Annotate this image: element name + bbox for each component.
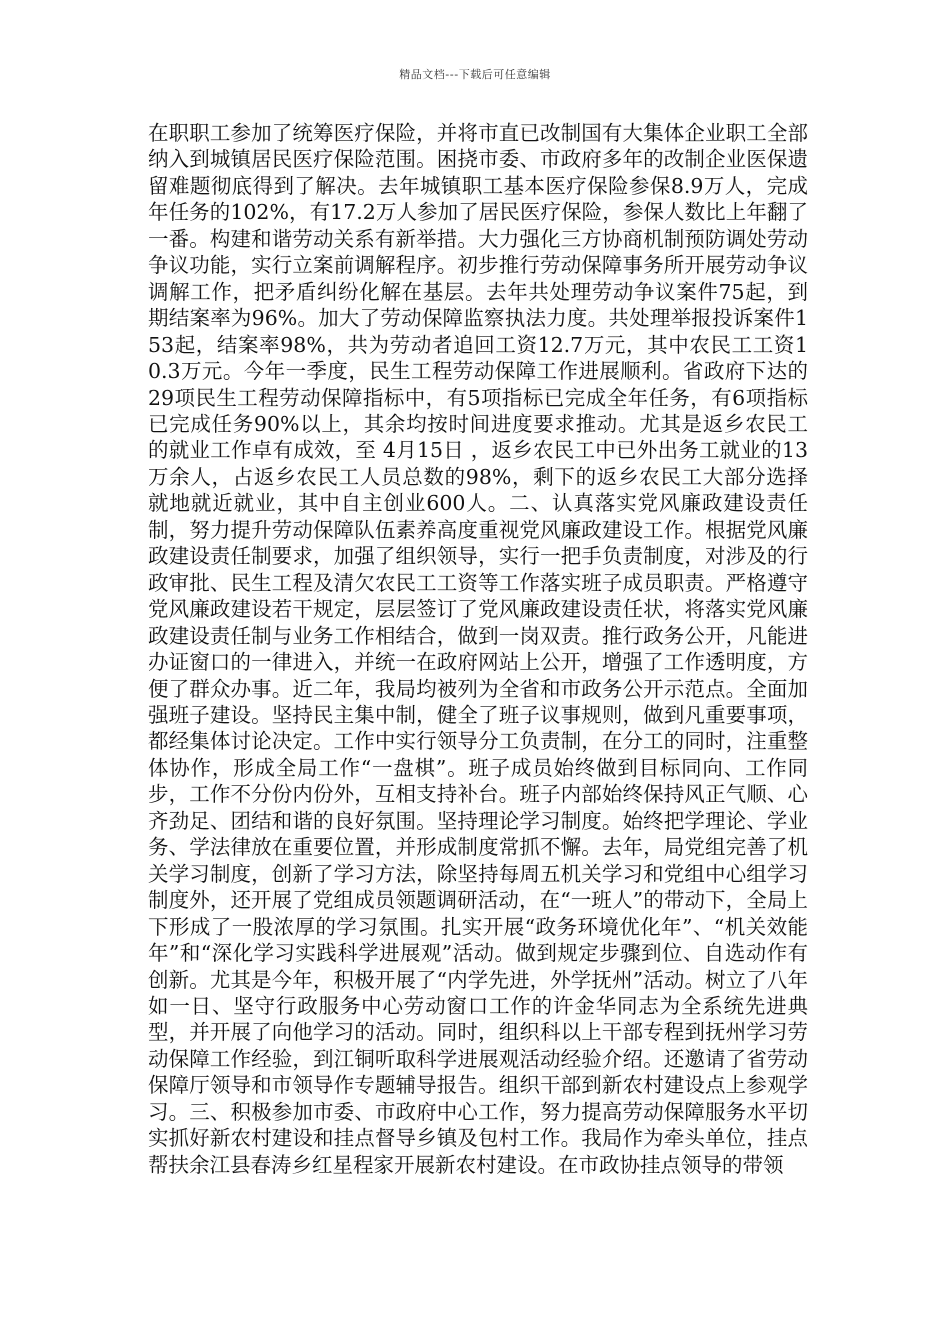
page-header: 精品文档---下载后可任意编辑 bbox=[399, 68, 551, 81]
document-body: 在职职工参加了统筹医疗保险，并将市直已改制国有大集体企业职工全部纳入到城镇居民医疗保险范围。困挠市委、市政府多年的改制企业医保遗留难题彻底得到了解决。去年城镇职工基本医疗保险参保8.9万人，完成年任务的102%，有17.2万人参加了居民医疗保险，参保人数比上年翻了一番。构建和谐劳动关系有新举措。大力强化三方协商机制预防调处劳动争议功能，实行立案前调解程序。初步推行劳动保障事务所开展劳动争议调解工作，把矛盾纠纷化解在基层。去年共处理劳动争议案件75起，到期结案率为96%。加大了劳动保障监察执法力度。共处理举报投诉案件153起，结案率98%，共为劳动者追回工资12.7万元，其中农民工工资10.3万元。今年一季度，民生工程劳动保障工作进展顺利。省政府下达的29项民生工程劳动保障指标中，有5项指标已完成全年任务，有6项指标已完成任务90%以上，其余均按时间进度要求推动。尤其是返乡农民工的就业工作卓有成效，至 4月15日 ，返乡农民工中已外出务工就业的13万余人，占返乡农民工人员总数的98%，剩下的返乡农民工大部分选择就地就近就业，其中自主创业600人。二、认真落实党风廉政建设责任制，努力提升劳动保障队伍素养高度重视党风廉政建设工作。根据党风廉政建设责任制要求，加强了组织领导，实行一把手负责制度，对涉及的行政审批、民生工程及清欠农民工工资等工作落实班子成员职责。严格遵守党风廉政建设若干规定，层层签订了党风廉政建设责任状，将落实党风廉政建设责任制与业务工作相结合，做到一岗双责。推行政务公开，凡能进办证窗口的一律进入，并统一在政府网站上公开，增强了工作透明度，方便了群众办事。近二年，我局均被列为全省和市政务公开示范点。全面加强班子建设。坚持民主集中制，健全了班子议事规则，做到凡重要事项，都经集体讨论决定。工作中实行领导分工负责制，在分工的同时，注重整体协作，形成全局工作“一盘棋”。班子成员始终做到目标同向、工作同步，工作不分份内份外，互相支持补台。班子内部始终保持风正气顺、心齐劲足、团结和谐的良好氛围。坚持理论学习制度。始终把学理论、学业务、学法律放在重要位置，并形成制度常抓不懈。去年，局党组完善了机关学习制度，创新了学习方法，除坚持每周五机关学习和党组中心组学习制度外，还开展了党组成员领题调研活动，在“一班人”的带动下，全局上下形成了一股浓厚的学习氛围。扎实开展“政务环境优化年”、“机关效能年”和“深化学习实践科学进展观”活动。做到规定步骤到位、自选动作有创新。尤其是今年，积极开展了“内学先进，外学抚州”活动。树立了八年如一日、坚守行政服务中心劳动窗口工作的许金华同志为全系统先进典型，并开展了向他学习的活动。同时，组织科以上干部专程到抚州学习劳动保障工作经验，到江铜听取科学进展观活动经验介绍。还邀请了省劳动保障厅领导和市领导作专题辅导报告。组织干部到新农村建设点上参观学习。三、积极参加市委、市政府中心工作，努力提高劳动保障服务水平切实抓好新农村建设和挂点督导乡镇及包村工作。我局作为牵头单位，挂点帮扶余江县春涛乡红星程家开展新农村建设。在市政协挂点领导的带领 bbox=[148, 121, 808, 1177]
